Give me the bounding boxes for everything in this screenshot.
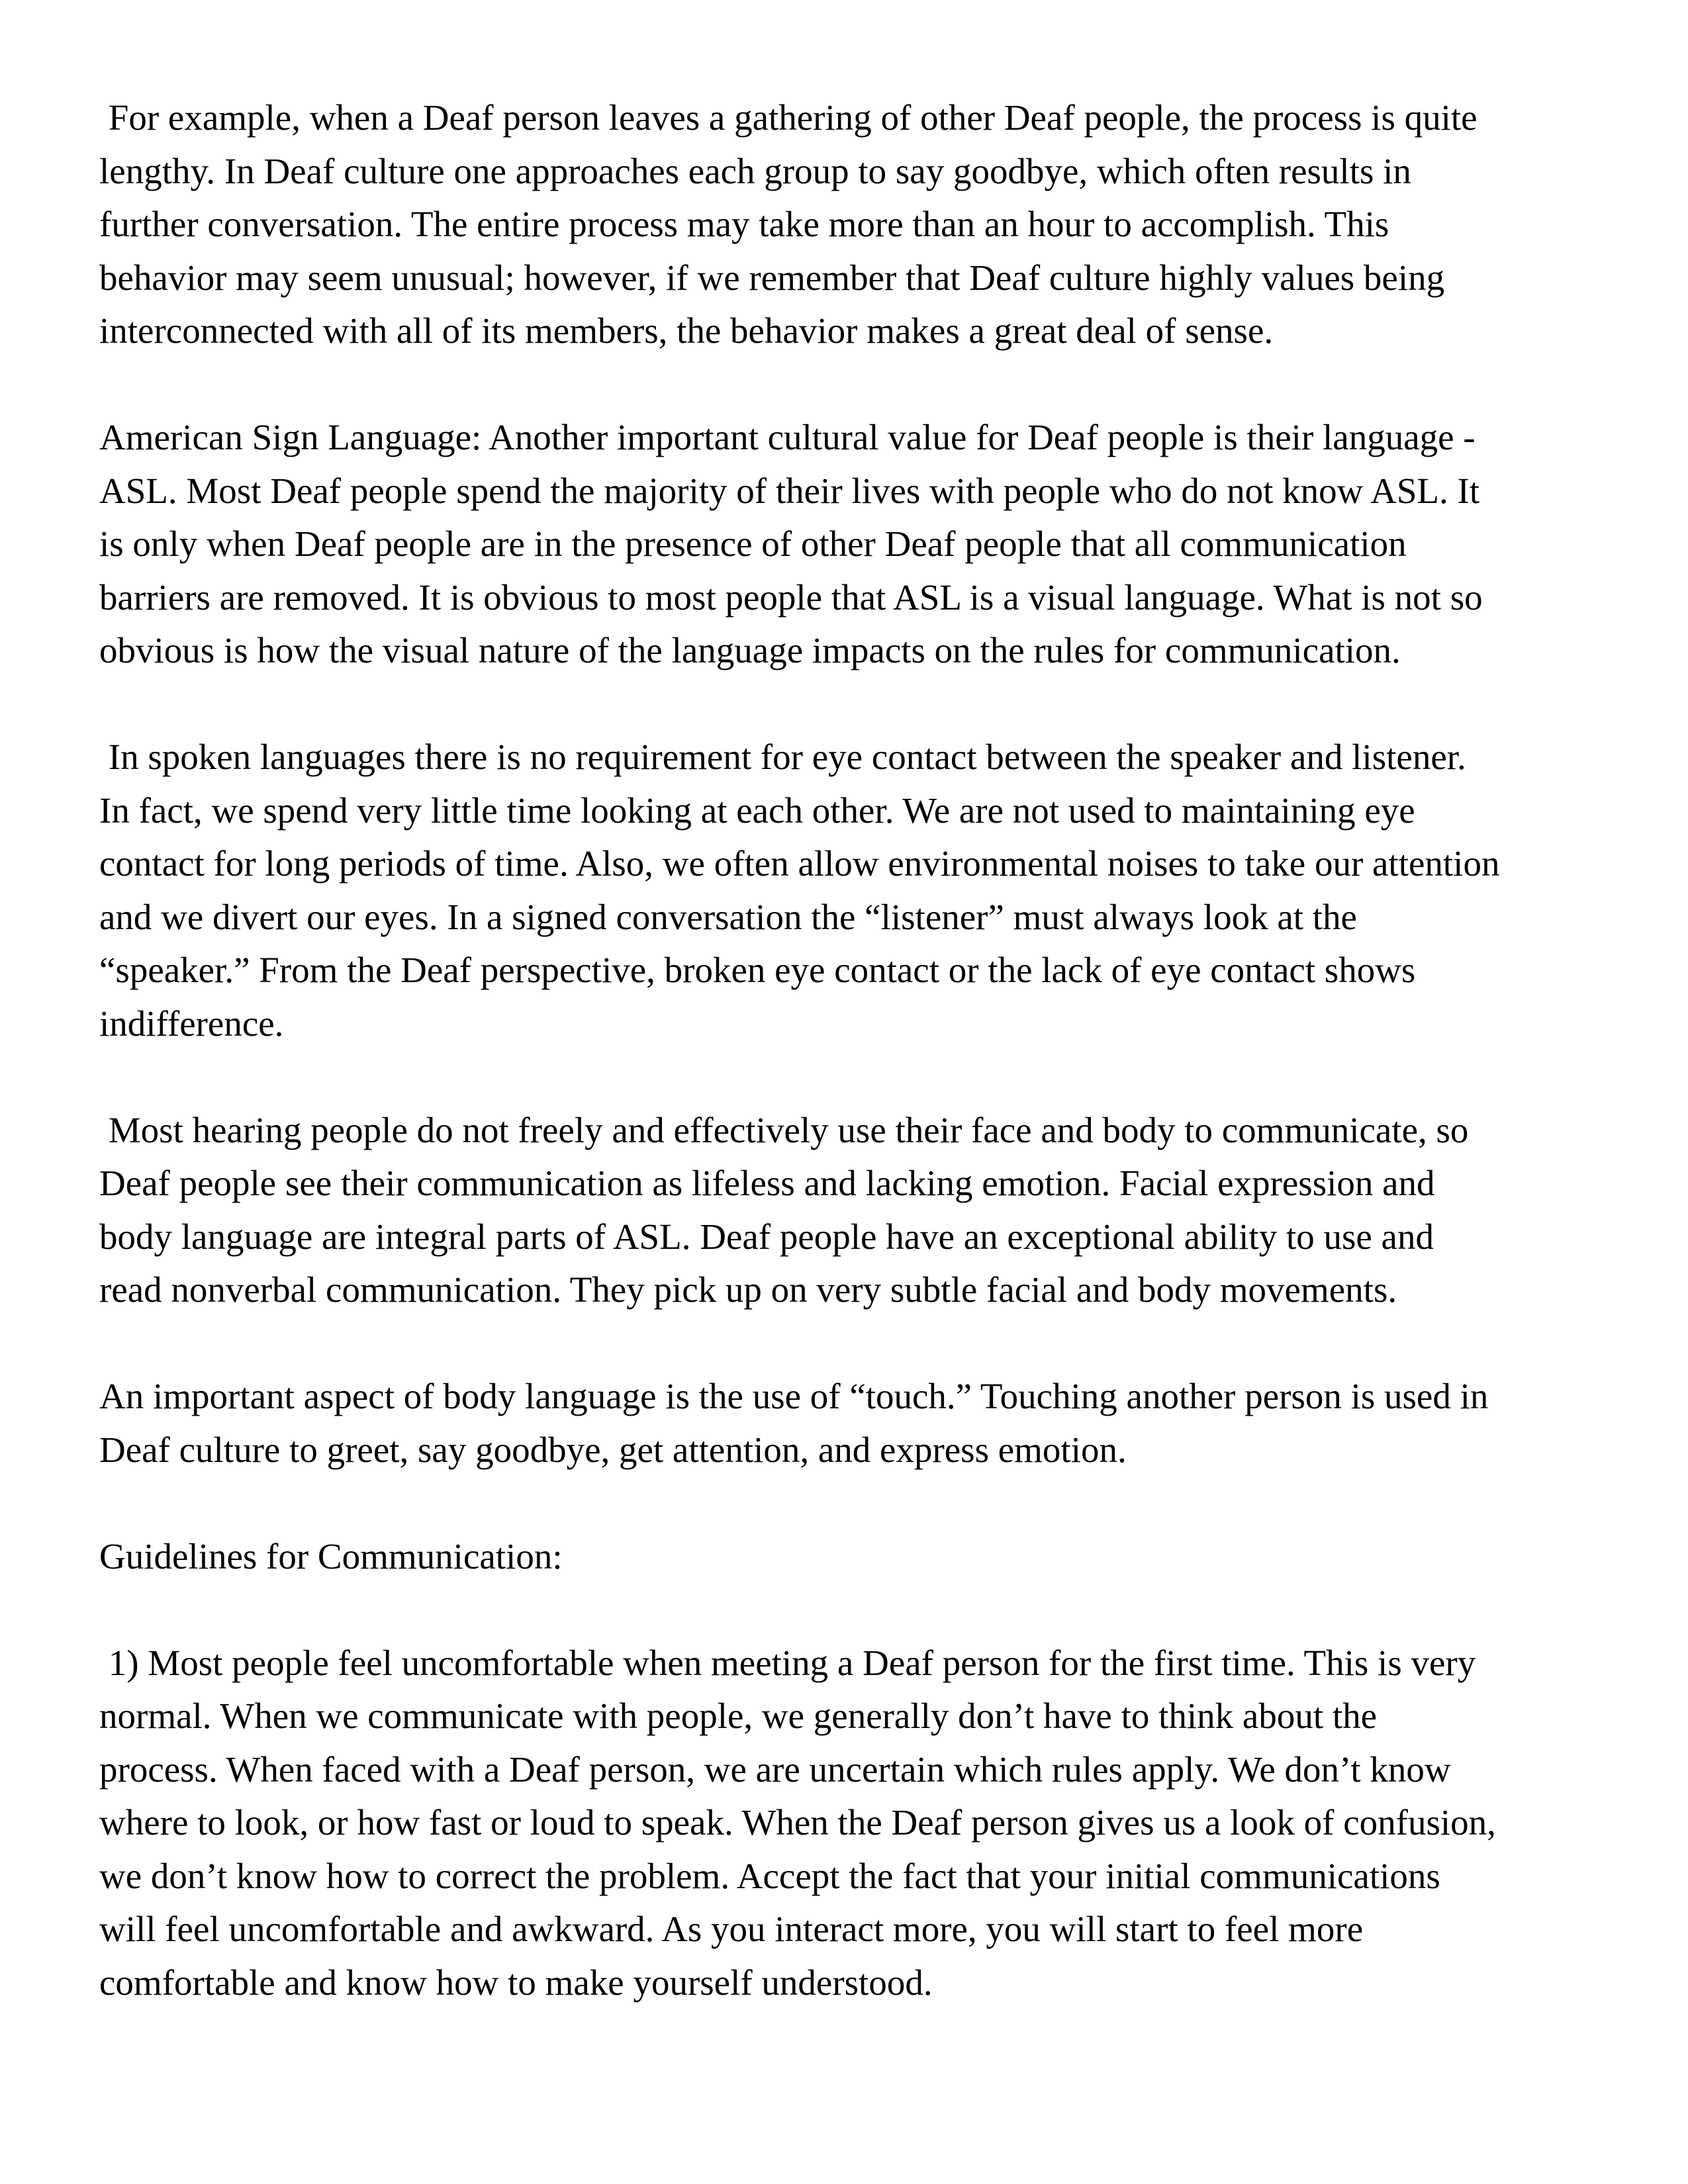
text-line: and we divert our eyes. In a signed conversation the “listener” must always look at the — [99, 896, 1357, 937]
text-line: For example, when a Deaf person leaves a gathering of other Deaf people, the process is quite — [99, 97, 1477, 138]
text-line: interconnected with all of its members, the behavior makes a great deal of sense. — [99, 310, 1274, 351]
paragraph-eye-contact — [99, 731, 1622, 1050]
text-line: 1) Most people feel uncomfortable when meeting a Deaf person for the first time. This is very — [99, 1642, 1476, 1683]
paragraph-leaving-gathering — [99, 91, 1622, 358]
section-heading-guidelines — [99, 1530, 1622, 1584]
text-line: Deaf culture to greet, say goodbye, get attention, and express emotion. — [99, 1429, 1127, 1470]
text-line: An important aspect of body language is the use of “touch.” Touching another person is used in — [99, 1376, 1489, 1416]
paragraph-american-sign-language — [99, 411, 1622, 678]
text-line: “speaker.” From the Deaf perspective, broken eye contact or the lack of eye contact shows — [99, 950, 1416, 990]
document-page — [99, 91, 1622, 2063]
paragraph-touch — [99, 1370, 1622, 1477]
text-line: comfortable and know how to make yourself understood. — [99, 1962, 933, 2003]
text-line: Guidelines for Communication: — [99, 1535, 563, 1576]
text-line: American Sign Language: Another important cultural value for Deaf people is their language - — [99, 417, 1476, 457]
text-line: obvious is how the visual nature of the language impacts on the rules for communication. — [99, 630, 1401, 670]
text-line: ASL. Most Deaf people spend the majority of their lives with people who do not know ASL. It — [99, 470, 1480, 511]
paragraph-guideline-1 — [99, 1637, 1622, 2010]
text-line: where to look, or how fast or loud to speak. When the Deaf person gives us a look of confusion, — [99, 1802, 1496, 1843]
text-line: will feel uncomfortable and awkward. As you interact more, you will start to feel more — [99, 1909, 1364, 1949]
paragraph-face-and-body — [99, 1104, 1622, 1317]
text-line: contact for long periods of time. Also, we often allow environmental noises to take our attention — [99, 843, 1500, 884]
text-line: read nonverbal communication. They pick up on very subtle facial and body movements. — [99, 1269, 1397, 1310]
text-line: Deaf people see their communication as lifeless and lacking emotion. Facial expression and — [99, 1163, 1435, 1203]
text-line: body language are integral parts of ASL. Deaf people have an exceptional ability to use and — [99, 1216, 1434, 1257]
text-line: In fact, we spend very little time looking at each other. We are not used to maintaining eye — [99, 790, 1415, 831]
text-line: indifference. — [99, 1003, 284, 1044]
text-line: is only when Deaf people are in the presence of other Deaf people that all communication — [99, 523, 1407, 564]
text-line: normal. When we communicate with people, we generally don’t have to think about the — [99, 1696, 1378, 1736]
text-line: barriers are removed. It is obvious to most people that ASL is a visual language. What is not so — [99, 576, 1483, 617]
text-line: lengthy. In Deaf culture one approaches each group to say goodbye, which often results in — [99, 150, 1411, 191]
text-line: process. When faced with a Deaf person, we are uncertain which rules apply. We don’t know — [99, 1749, 1451, 1790]
text-line: behavior may seem unusual; however, if we remember that Deaf culture highly values being — [99, 257, 1445, 298]
text-line: we don’t know how to correct the problem. Accept the fact that your initial communications — [99, 1855, 1440, 1896]
text-line: further conversation. The entire process may take more than an hour to accomplish. This — [99, 204, 1389, 244]
text-line: Most hearing people do not freely and effectively use their face and body to communicate, so — [99, 1109, 1469, 1150]
text-line: In spoken languages there is no requirement for eye contact between the speaker and listener. — [99, 737, 1466, 777]
